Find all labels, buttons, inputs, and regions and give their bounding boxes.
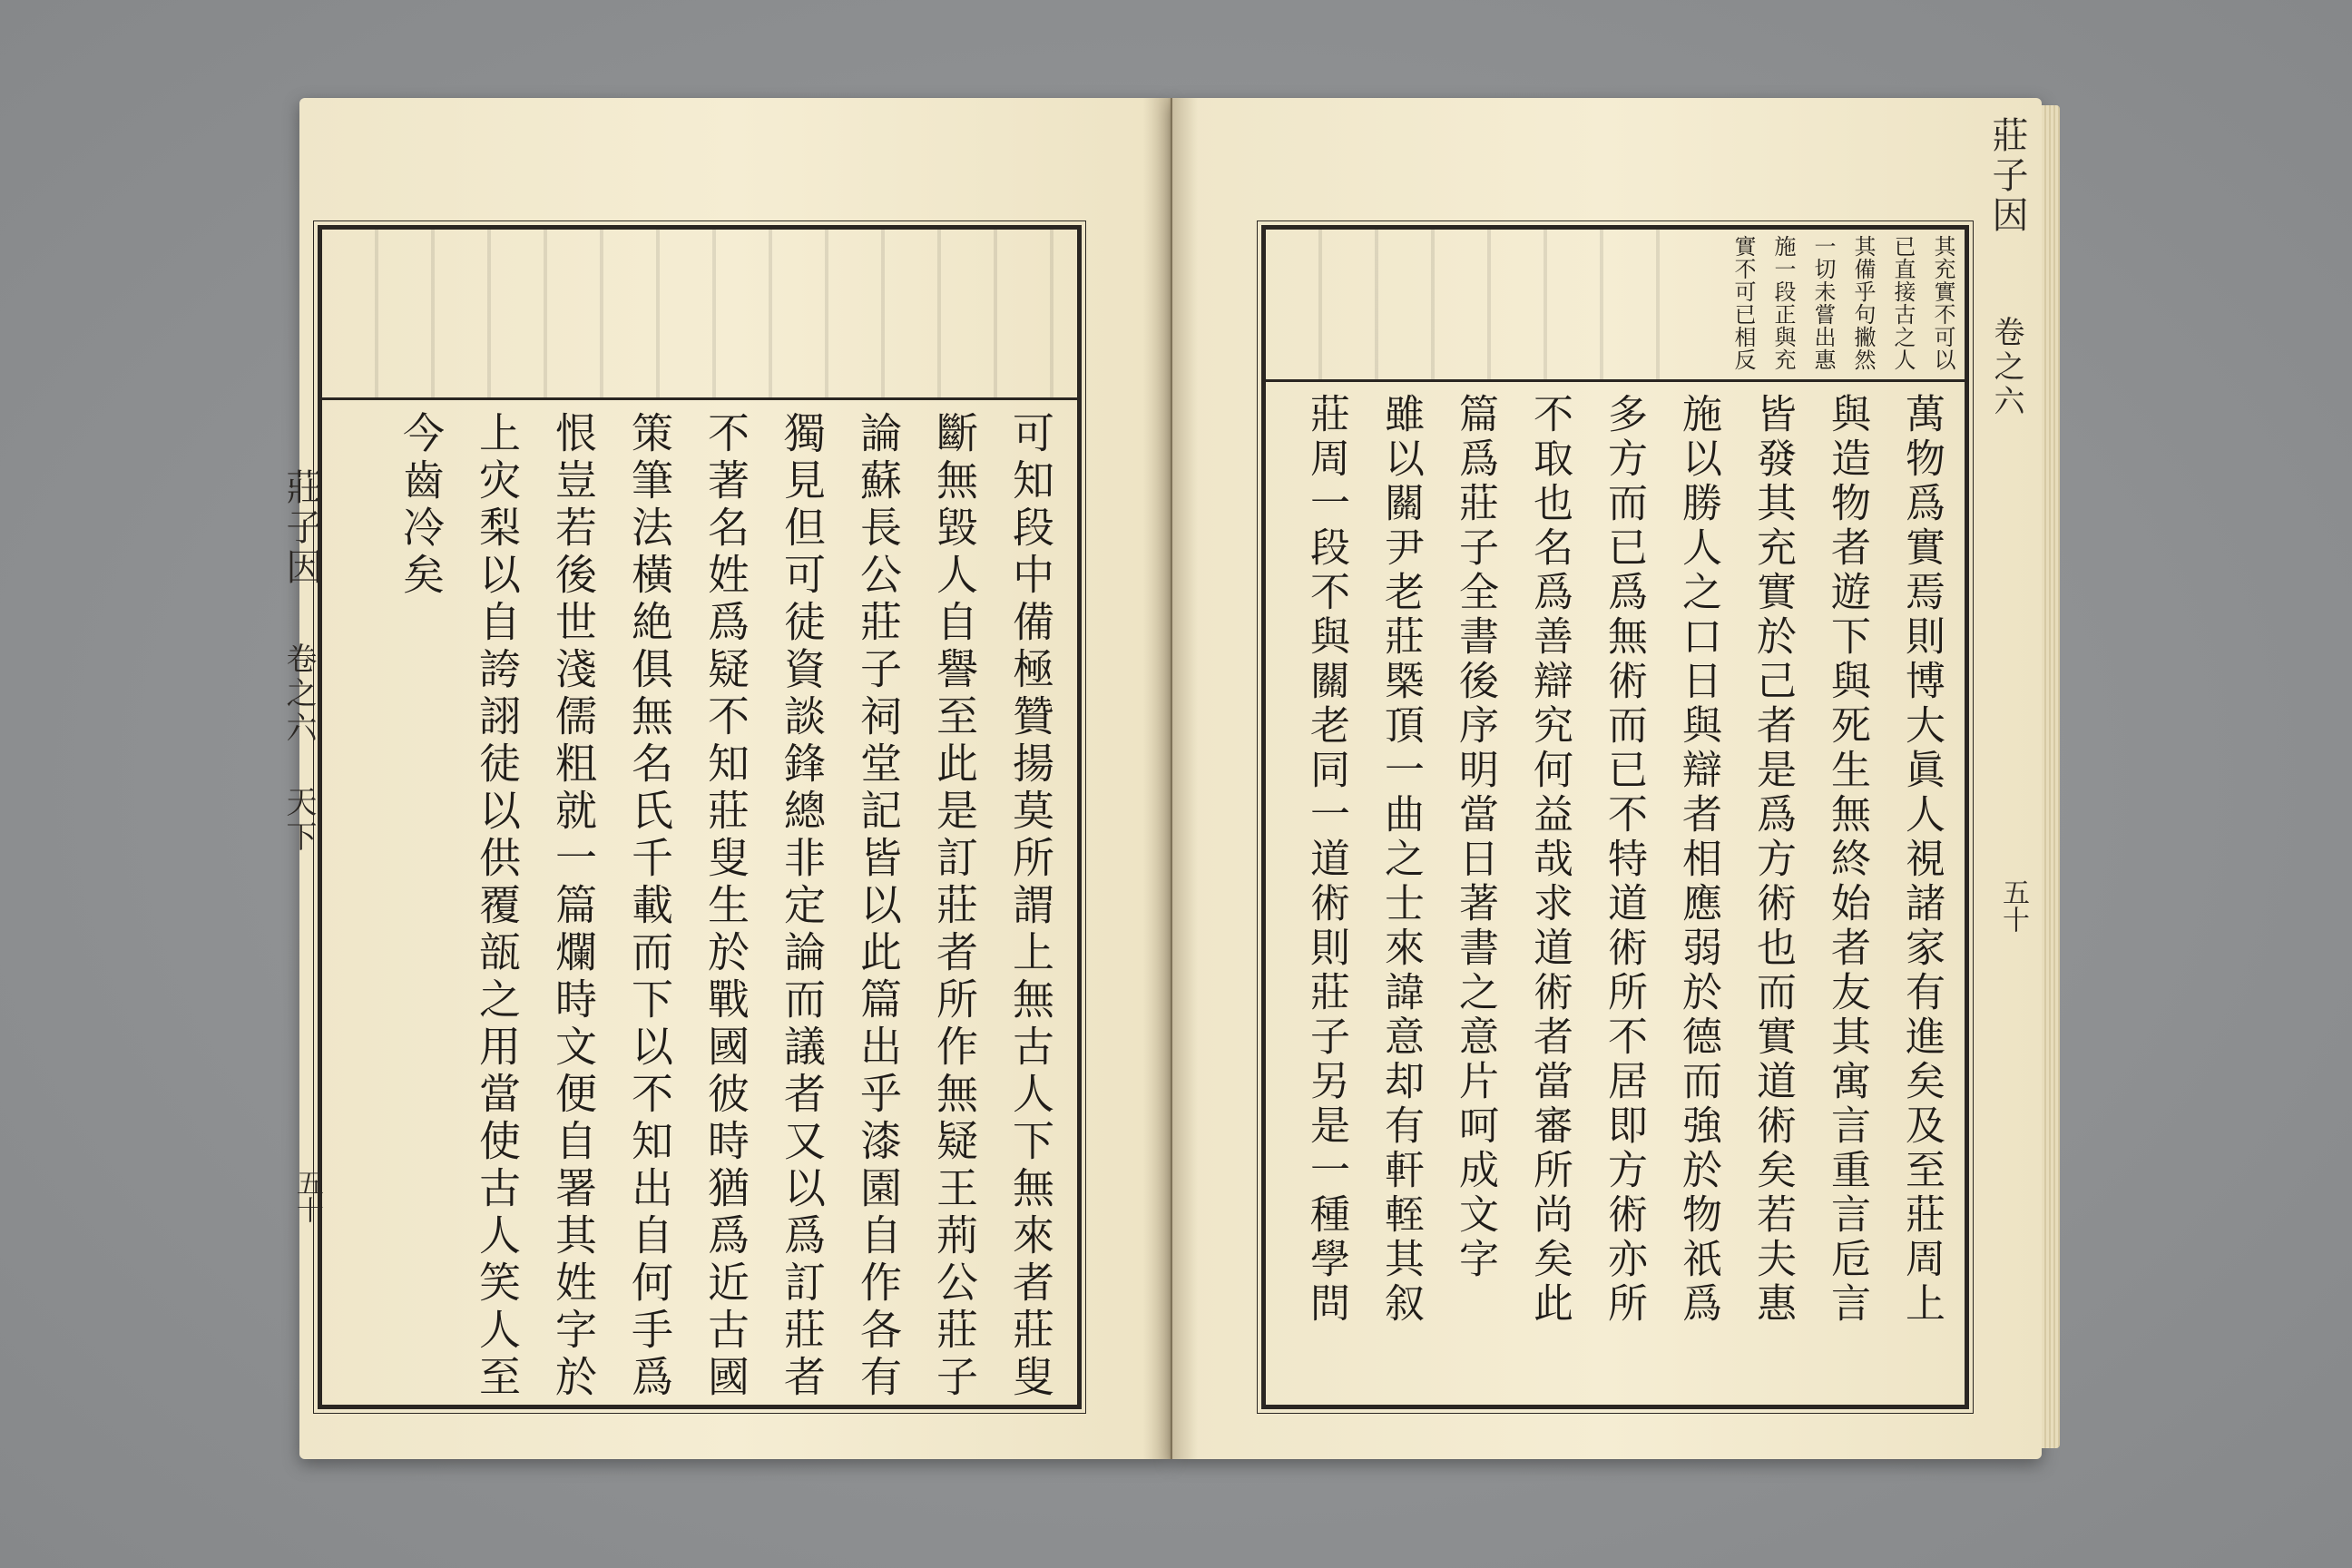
right-column-9: 莊周一段不與關老同一道術則莊子另是一種學問 — [1303, 393, 1349, 1327]
right-column-2: 與造物者遊下與死生無終始者友其寓言重言卮言 — [1824, 393, 1870, 1327]
left-column-1: 可知段中備極贊揚莫所謂上無古人下無來者莊叟 — [1006, 411, 1055, 1402]
fold-crease — [1171, 98, 1172, 1459]
left-margin-title: 莊子因 — [280, 468, 322, 588]
left-column-8: 上灾梨以自誇詡徒以供覆瓿之用當使古人笑人至 — [473, 411, 522, 1402]
right-column-3: 皆發其充實於己者是爲方術也而實道術矣若夫惠 — [1749, 393, 1796, 1327]
right-column-5: 多方而已爲無術而已不特道術所不居即方術亦所 — [1601, 393, 1647, 1327]
right-header-band — [1266, 230, 1965, 382]
page-edges — [2042, 105, 2060, 1448]
open-book — [280, 98, 2042, 1459]
right-margin-chapter: 卷之六 — [1988, 316, 2024, 419]
left-page-number: 五十 — [291, 1169, 323, 1223]
right-column-4: 施以勝人之口日與辯者相應弱於德而強於物祇爲 — [1675, 393, 1721, 1327]
right-page — [1171, 98, 2042, 1459]
left-column-5: 不著名姓爲疑不知莊叟生於戰國彼時猶爲近古國 — [701, 411, 750, 1402]
right-column-1: 萬物爲實焉則博大眞人視諸家有進矣及至莊周上 — [1898, 393, 1945, 1327]
right-margin-title: 莊子因 — [1986, 116, 2028, 236]
header-note-1: 其充實不可以 — [1930, 235, 1955, 371]
header-note-4: 一切未嘗出惠 — [1810, 235, 1836, 371]
right-text-frame — [1261, 225, 1969, 1409]
left-show-through — [322, 230, 1077, 397]
left-column-4: 獨見但可徒資談鋒總非定論而議者又以爲訂莊者 — [778, 411, 827, 1402]
left-column-7: 恨豈若後世淺儒粗就一篇爛時文便自署其姓字於 — [549, 411, 598, 1402]
header-note-5: 施一段正與充 — [1770, 235, 1796, 371]
left-column-9: 今齒冷矣 — [397, 411, 446, 600]
left-text-frame — [318, 225, 1082, 1409]
right-column-7: 篇爲莊子全書後序明當日著書之意片呵成文字 — [1452, 393, 1498, 1282]
right-show-through — [1266, 230, 1710, 379]
right-column-8: 雖以關尹老莊槩頂一曲之士來諱意却有軒輊其叙 — [1377, 393, 1424, 1327]
header-note-2: 已直接古之人 — [1890, 235, 1916, 371]
left-header-band — [322, 230, 1077, 400]
left-column-3: 論蘇長公莊子祠堂記皆以此篇出乎漆園自作各有 — [854, 411, 903, 1402]
header-note-6: 實不可已相反 — [1730, 235, 1756, 371]
right-column-6: 不取也名爲善辯究何益哉求道術者當審所尚矣此 — [1526, 393, 1573, 1327]
left-column-6: 策筆法橫絶俱無名氏千載而下以不知出自何手爲 — [625, 411, 674, 1402]
right-page-number: 五十 — [1997, 878, 2029, 933]
header-note-3: 其備乎句撇然 — [1850, 235, 1876, 371]
left-column-2: 斷無毀人自譽至此是訂莊者所作無疑王荊公莊子 — [930, 411, 979, 1402]
left-margin-chapter: 卷之六 天下 — [280, 642, 317, 855]
left-page — [280, 98, 1171, 1459]
